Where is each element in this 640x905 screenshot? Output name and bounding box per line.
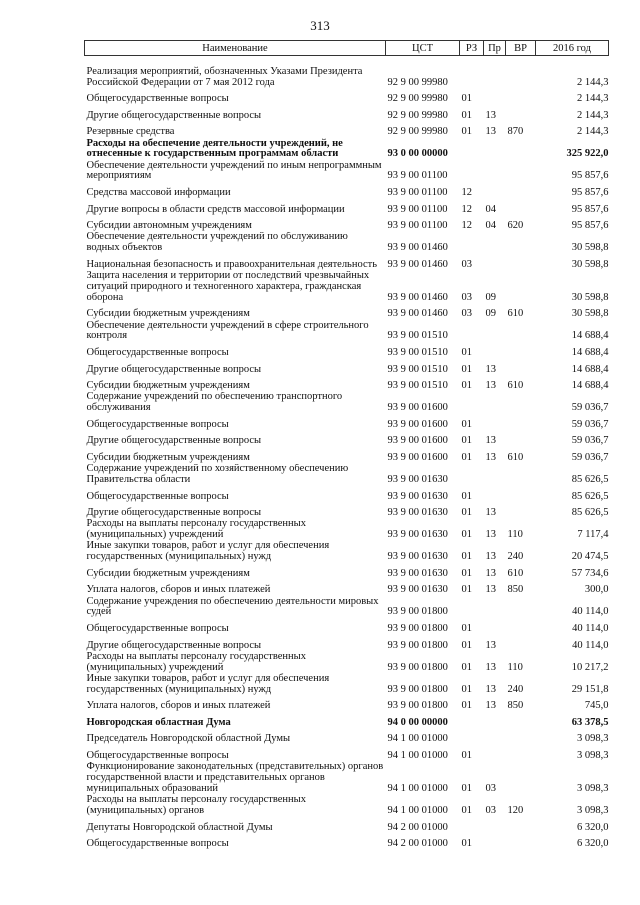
cell-vr [506, 254, 536, 271]
table-body [85, 56, 609, 850]
cell-name: Реализация мероприятий, обозначенных Указами Президента Российской Федерации от 7 мая 2012 года [86, 65, 363, 88]
cell-pr: 13 [485, 529, 496, 541]
cell-amount: 10 217,2 [571, 661, 609, 673]
table-row [85, 635, 609, 652]
table-row [85, 729, 609, 746]
cell-pr: 03 [485, 804, 496, 816]
cell-amount: 30 598,8 [571, 242, 609, 254]
cell-cst: 93 9 00 01510 [387, 347, 448, 359]
cell-rz: 01 [461, 490, 472, 502]
cell-pr [484, 320, 506, 342]
header-vr: ВР [506, 41, 536, 56]
cell-rz: 01 [461, 435, 472, 447]
cell-vr [506, 320, 536, 342]
cell-vr [506, 596, 536, 618]
cell-vr [506, 729, 536, 746]
cell-name: Уплата налогов, сборов и иных платежей [86, 700, 271, 712]
cell-cst: 93 9 00 01630 [387, 551, 448, 563]
cell-amount: 40 114,0 [572, 622, 609, 634]
cell-rz [460, 160, 484, 182]
cell-name: Другие общегосударственные вопросы [86, 435, 262, 447]
cell-name: Другие общегосударственные вопросы [86, 639, 262, 651]
table-row [85, 199, 609, 216]
cell-amount: 29 151,8 [571, 683, 609, 695]
cell-rz: 01 [461, 93, 472, 105]
header-pr: Пр [484, 41, 506, 56]
cell-rz [460, 817, 484, 834]
cell-vr: 110 [507, 529, 523, 541]
cell-name: Общегосударственные вопросы [86, 838, 229, 850]
table-row [85, 89, 609, 106]
cell-amount: 14 688,4 [571, 363, 609, 375]
cell-rz: 01 [461, 700, 472, 712]
cell-pr: 13 [485, 551, 496, 563]
cell-rz: 01 [461, 567, 472, 579]
table-row [85, 762, 609, 795]
cell-rz: 01 [461, 639, 472, 651]
cell-cst: 93 9 00 01460 [387, 291, 448, 303]
cell-vr: 870 [507, 126, 524, 138]
cell-vr [506, 833, 536, 850]
cell-vr [506, 160, 536, 182]
cell-vr: 110 [507, 661, 523, 673]
table-row [85, 817, 609, 834]
cell-vr [506, 635, 536, 652]
cell-amount: 7 117,4 [577, 529, 609, 541]
cell-cst: 93 9 00 01800 [387, 700, 448, 712]
cell-amount: 14 688,4 [571, 330, 609, 342]
cell-cst: 93 9 00 01460 [387, 258, 448, 270]
table-row [85, 695, 609, 712]
cell-cst: 93 9 00 01630 [387, 584, 448, 596]
cell-cst: 93 9 00 01800 [387, 622, 448, 634]
table-row [85, 414, 609, 431]
cell-name: Субсидии бюджетным учреждениям [86, 380, 250, 392]
cell-cst: 94 1 00 01000 [387, 782, 448, 794]
cell-name: Функционирование законодательных (представительных) органов государственной власти и представительных органов муниципальных образований [86, 761, 384, 794]
cell-amount: 85 626,5 [571, 474, 609, 486]
cell-pr [484, 712, 506, 729]
cell-name: Средства массовой информации [86, 187, 231, 199]
cell-vr: 610 [507, 380, 524, 392]
cell-vr: 610 [507, 308, 524, 320]
cell-amount: 2 144,3 [577, 109, 609, 121]
cell-pr [484, 56, 506, 89]
cell-vr: 240 [507, 551, 524, 563]
table-row [85, 392, 609, 414]
table-row [85, 215, 609, 232]
cell-cst: 93 9 00 01600 [387, 435, 448, 447]
cell-name: Председатель Новгородской областной Думы [86, 733, 291, 745]
cell-rz: 01 [461, 782, 472, 794]
cell-cst: 92 9 00 99980 [387, 126, 448, 138]
cell-amount: 14 688,4 [571, 380, 609, 392]
cell-pr: 13 [485, 452, 496, 464]
table-row [85, 673, 609, 695]
cell-rz [460, 729, 484, 746]
cell-cst: 93 9 00 01100 [387, 187, 448, 199]
cell-vr [506, 199, 536, 216]
cell-name: Резервные средства [86, 126, 175, 138]
cell-cst: 93 9 00 01510 [387, 330, 448, 342]
cell-rz: 12 [461, 220, 472, 232]
cell-pr [484, 89, 506, 106]
cell-amount: 85 626,5 [571, 490, 609, 502]
cell-vr [506, 762, 536, 795]
cell-name: Другие общегосударственные вопросы [86, 507, 262, 519]
table-row [85, 138, 609, 160]
cell-vr: 240 [507, 683, 524, 695]
cell-amount: 59 036,7 [571, 418, 609, 430]
cell-amount: 2 144,3 [577, 93, 609, 105]
cell-pr: 03 [485, 782, 496, 794]
cell-rz: 12 [461, 203, 472, 215]
cell-cst: 92 9 00 99980 [387, 76, 448, 88]
cell-vr [506, 138, 536, 160]
table-row [85, 254, 609, 271]
cell-pr [484, 232, 506, 254]
cell-name: Расходы на выплаты персоналу государственных (муниципальных) органов [86, 794, 306, 816]
table-row [85, 596, 609, 618]
cell-rz: 01 [461, 347, 472, 359]
cell-cst: 93 0 00 00000 [387, 148, 448, 160]
cell-amount: 300,0 [584, 584, 609, 596]
cell-amount: 3 098,3 [577, 733, 609, 745]
cell-rz: 01 [461, 380, 472, 392]
cell-cst: 94 2 00 01000 [387, 821, 448, 833]
cell-pr: 13 [485, 126, 496, 138]
cell-name: Содержание учреждений по хозяйственному обеспечению Правительства области [86, 463, 349, 486]
table-row [85, 486, 609, 503]
cell-pr [484, 392, 506, 414]
cell-vr [506, 342, 536, 359]
cell-vr: 120 [507, 804, 524, 816]
cell-amount: 40 114,0 [572, 639, 609, 651]
cell-amount: 95 857,6 [571, 170, 609, 182]
cell-rz [460, 56, 484, 89]
cell-pr [484, 618, 506, 635]
cell-cst: 93 9 00 01600 [387, 452, 448, 464]
cell-amount: 40 114,0 [572, 606, 609, 618]
cell-cst: 93 9 00 01600 [387, 418, 448, 430]
cell-rz: 01 [461, 584, 472, 596]
cell-cst: 93 9 00 01510 [387, 363, 448, 375]
cell-pr: 13 [485, 567, 496, 579]
cell-name: Содержание учреждений по обеспечению транспортного обслуживания [86, 392, 343, 414]
cell-name: Общегосударственные вопросы [86, 93, 229, 105]
cell-name: Уплата налогов, сборов и иных платежей [86, 584, 271, 596]
cell-rz: 03 [461, 291, 472, 303]
cell-vr: 610 [507, 452, 524, 464]
cell-rz: 01 [461, 838, 472, 850]
cell-vr [506, 271, 536, 304]
table-row [85, 342, 609, 359]
cell-name: Депутаты Новгородской областной Думы [86, 821, 273, 833]
cell-rz [460, 392, 484, 414]
cell-cst: 93 9 00 01100 [387, 170, 448, 182]
cell-name: Защита населения и территории от последствий чрезвычайных ситуаций природного и техногенного характера, гражданская оборона [86, 270, 370, 303]
cell-amount: 59 036,7 [571, 452, 609, 464]
cell-vr [506, 359, 536, 376]
cell-cst: 94 0 00 00000 [387, 716, 448, 728]
cell-amount: 3 098,3 [577, 782, 609, 794]
cell-amount: 95 857,6 [571, 220, 609, 232]
cell-pr: 13 [485, 700, 496, 712]
cell-cst: 93 9 00 01510 [387, 380, 448, 392]
cell-rz: 01 [461, 661, 472, 673]
cell-name: Обеспечение деятельности учреждений по иным непрограммным мероприятиям [86, 160, 382, 182]
cell-name: Общегосударственные вопросы [86, 490, 229, 502]
table-row [85, 712, 609, 729]
cell-rz [460, 232, 484, 254]
cell-pr: 13 [485, 584, 496, 596]
header-rz: РЗ [460, 41, 484, 56]
cell-name: Национальная безопасность и правоохранительная деятельность [86, 258, 378, 270]
cell-pr: 13 [485, 683, 496, 695]
cell-name: Новгородская областная Дума [86, 716, 231, 728]
cell-vr [506, 56, 536, 89]
cell-vr [506, 182, 536, 199]
cell-rz: 01 [461, 749, 472, 761]
cell-pr [484, 596, 506, 618]
cell-name: Субсидии автономным учреждениям [86, 220, 252, 232]
cell-cst: 93 9 00 01630 [387, 474, 448, 486]
cell-name: Содержание учреждения по обеспечению деятельности мировых судей [86, 596, 379, 618]
cell-cst: 93 9 00 01600 [387, 402, 448, 414]
cell-vr [506, 89, 536, 106]
cell-rz: 01 [461, 363, 472, 375]
cell-amount: 30 598,8 [571, 291, 609, 303]
cell-amount: 59 036,7 [571, 435, 609, 447]
cell-cst: 93 9 00 01800 [387, 639, 448, 651]
cell-pr [484, 745, 506, 762]
cell-pr [484, 414, 506, 431]
cell-rz: 01 [461, 683, 472, 695]
cell-cst: 93 9 00 01630 [387, 529, 448, 541]
cell-rz: 01 [461, 529, 472, 541]
cell-cst: 93 9 00 01100 [387, 220, 448, 232]
cell-cst: 93 9 00 01460 [387, 242, 448, 254]
cell-rz [460, 320, 484, 342]
cell-name: Расходы на выплаты персоналу государственных (муниципальных) учреждений [86, 519, 306, 541]
cell-rz [460, 596, 484, 618]
cell-name: Общегосударственные вопросы [86, 749, 229, 761]
cell-amount: 95 857,6 [571, 203, 609, 215]
table-row [85, 375, 609, 392]
cell-amount: 30 598,8 [571, 308, 609, 320]
cell-vr [506, 817, 536, 834]
cell-amount: 3 098,3 [577, 804, 609, 816]
cell-amount: 3 098,3 [577, 749, 609, 761]
cell-rz: 01 [461, 126, 472, 138]
cell-cst: 93 9 00 01630 [387, 490, 448, 502]
cell-rz: 03 [461, 258, 472, 270]
table-header-row [85, 41, 609, 56]
table-row [85, 502, 609, 519]
cell-amount: 59 036,7 [571, 402, 609, 414]
table-row [85, 304, 609, 321]
cell-rz [460, 712, 484, 729]
cell-cst: 93 9 00 01800 [387, 683, 448, 695]
cell-pr: 13 [485, 435, 496, 447]
table-row [85, 618, 609, 635]
cell-name: Обеспечение деятельности учреждений в сфере строительного контроля [86, 320, 369, 342]
cell-pr [484, 464, 506, 486]
cell-name: Расходы на выплаты персоналу государственных (муниципальных) учреждений [86, 651, 306, 673]
cell-cst: 94 1 00 01000 [387, 804, 448, 816]
cell-cst: 93 9 00 01800 [387, 661, 448, 673]
cell-amount: 20 474,5 [571, 551, 609, 563]
cell-cst: 94 2 00 01000 [387, 838, 448, 850]
cell-pr [484, 833, 506, 850]
cell-amount: 2 144,3 [577, 126, 609, 138]
cell-vr [506, 745, 536, 762]
cell-amount: 57 734,6 [571, 567, 609, 579]
cell-name: Иные закупки товаров, работ и услуг для обеспечения государственных (муниципальных) нужд [86, 541, 330, 563]
cell-pr: 13 [485, 639, 496, 651]
header-year: 2016 год [536, 41, 609, 56]
cell-rz [460, 138, 484, 160]
cell-amount: 745,0 [584, 700, 609, 712]
cell-vr: 850 [507, 700, 524, 712]
cell-pr: 13 [485, 363, 496, 375]
table-row [85, 105, 609, 122]
cell-amount: 63 378,5 [571, 716, 609, 728]
cell-name: Общегосударственные вопросы [86, 418, 229, 430]
cell-cst: 93 9 00 01630 [387, 567, 448, 579]
cell-pr: 09 [485, 291, 496, 303]
cell-pr [484, 486, 506, 503]
cell-rz: 01 [461, 507, 472, 519]
cell-rz: 12 [461, 187, 472, 199]
cell-pr [484, 729, 506, 746]
cell-amount: 85 626,5 [571, 507, 609, 519]
table-row [85, 56, 609, 89]
cell-vr [506, 618, 536, 635]
cell-cst: 93 9 00 01800 [387, 606, 448, 618]
cell-rz: 01 [461, 551, 472, 563]
cell-pr: 13 [485, 380, 496, 392]
cell-vr [506, 431, 536, 448]
cell-vr: 850 [507, 584, 524, 596]
cell-pr [484, 138, 506, 160]
cell-rz [460, 464, 484, 486]
cell-name: Субсидии бюджетным учреждениям [86, 567, 250, 579]
cell-pr: 13 [485, 507, 496, 519]
table-row [85, 122, 609, 139]
cell-vr: 610 [507, 567, 524, 579]
cell-rz: 01 [461, 109, 472, 121]
table-row [85, 651, 609, 673]
cell-amount: 6 320,0 [577, 821, 609, 833]
budget-table [84, 40, 609, 850]
cell-amount: 6 320,0 [577, 838, 609, 850]
table-row [85, 359, 609, 376]
cell-rz: 01 [461, 804, 472, 816]
cell-pr [484, 160, 506, 182]
cell-cst: 92 9 00 99980 [387, 93, 448, 105]
header-name: Наименование [85, 41, 386, 56]
cell-vr [506, 105, 536, 122]
header-cst: ЦСТ [386, 41, 460, 56]
table-row [85, 271, 609, 304]
table-row [85, 541, 609, 563]
table-row [85, 182, 609, 199]
cell-vr [506, 464, 536, 486]
cell-cst: 94 1 00 01000 [387, 749, 448, 761]
cell-pr [484, 254, 506, 271]
cell-vr [506, 414, 536, 431]
cell-rz: 01 [461, 622, 472, 634]
cell-name: Обеспечение деятельности учреждений по обслуживанию водных объектов [86, 232, 348, 254]
table-row [85, 563, 609, 580]
cell-rz: 03 [461, 308, 472, 320]
cell-rz: 01 [461, 418, 472, 430]
cell-pr [484, 817, 506, 834]
cell-vr [506, 392, 536, 414]
cell-cst: 93 9 00 01100 [387, 203, 448, 215]
cell-amount: 325 922,0 [566, 148, 609, 160]
table-row [85, 431, 609, 448]
cell-vr [506, 486, 536, 503]
table-row [85, 464, 609, 486]
cell-pr: 13 [485, 661, 496, 673]
cell-name: Иные закупки товаров, работ и услуг для обеспечения государственных (муниципальных) нужд [86, 673, 330, 695]
cell-amount: 95 857,6 [571, 187, 609, 199]
table-row [85, 447, 609, 464]
cell-name: Субсидии бюджетным учреждениям [86, 452, 250, 464]
table-row [85, 232, 609, 254]
cell-rz: 01 [461, 452, 472, 464]
cell-pr [484, 342, 506, 359]
cell-amount: 30 598,8 [571, 258, 609, 270]
table-row [85, 833, 609, 850]
cell-pr: 04 [485, 220, 496, 232]
table-row [85, 320, 609, 342]
table-row [85, 795, 609, 817]
cell-pr: 04 [485, 203, 496, 215]
cell-vr [506, 712, 536, 729]
cell-name: Другие общегосударственные вопросы [86, 363, 262, 375]
table-row [85, 519, 609, 541]
cell-vr [506, 232, 536, 254]
cell-amount: 14 688,4 [571, 347, 609, 359]
cell-cst: 93 9 00 01460 [387, 308, 448, 320]
cell-pr: 13 [485, 109, 496, 121]
cell-pr [484, 182, 506, 199]
page-number: 313 [310, 18, 330, 33]
cell-pr: 09 [485, 308, 496, 320]
cell-name: Другие общегосударственные вопросы [86, 109, 262, 121]
cell-name: Общегосударственные вопросы [86, 347, 229, 359]
cell-cst: 94 1 00 01000 [387, 733, 448, 745]
table-row [85, 160, 609, 182]
table-row [85, 580, 609, 597]
table-row [85, 745, 609, 762]
cell-name: Другие вопросы в области средств массовой информации [86, 203, 345, 215]
cell-amount: 2 144,3 [577, 76, 609, 88]
cell-vr [506, 502, 536, 519]
cell-name: Общегосударственные вопросы [86, 622, 229, 634]
cell-cst: 92 9 00 99980 [387, 109, 448, 121]
cell-name: Субсидии бюджетным учреждениям [86, 308, 250, 320]
cell-name: Расходы на обеспечение деятельности учреждений, не отнесенные к государственным программам области [86, 138, 343, 160]
cell-cst: 93 9 00 01630 [387, 507, 448, 519]
cell-vr: 620 [507, 220, 524, 232]
